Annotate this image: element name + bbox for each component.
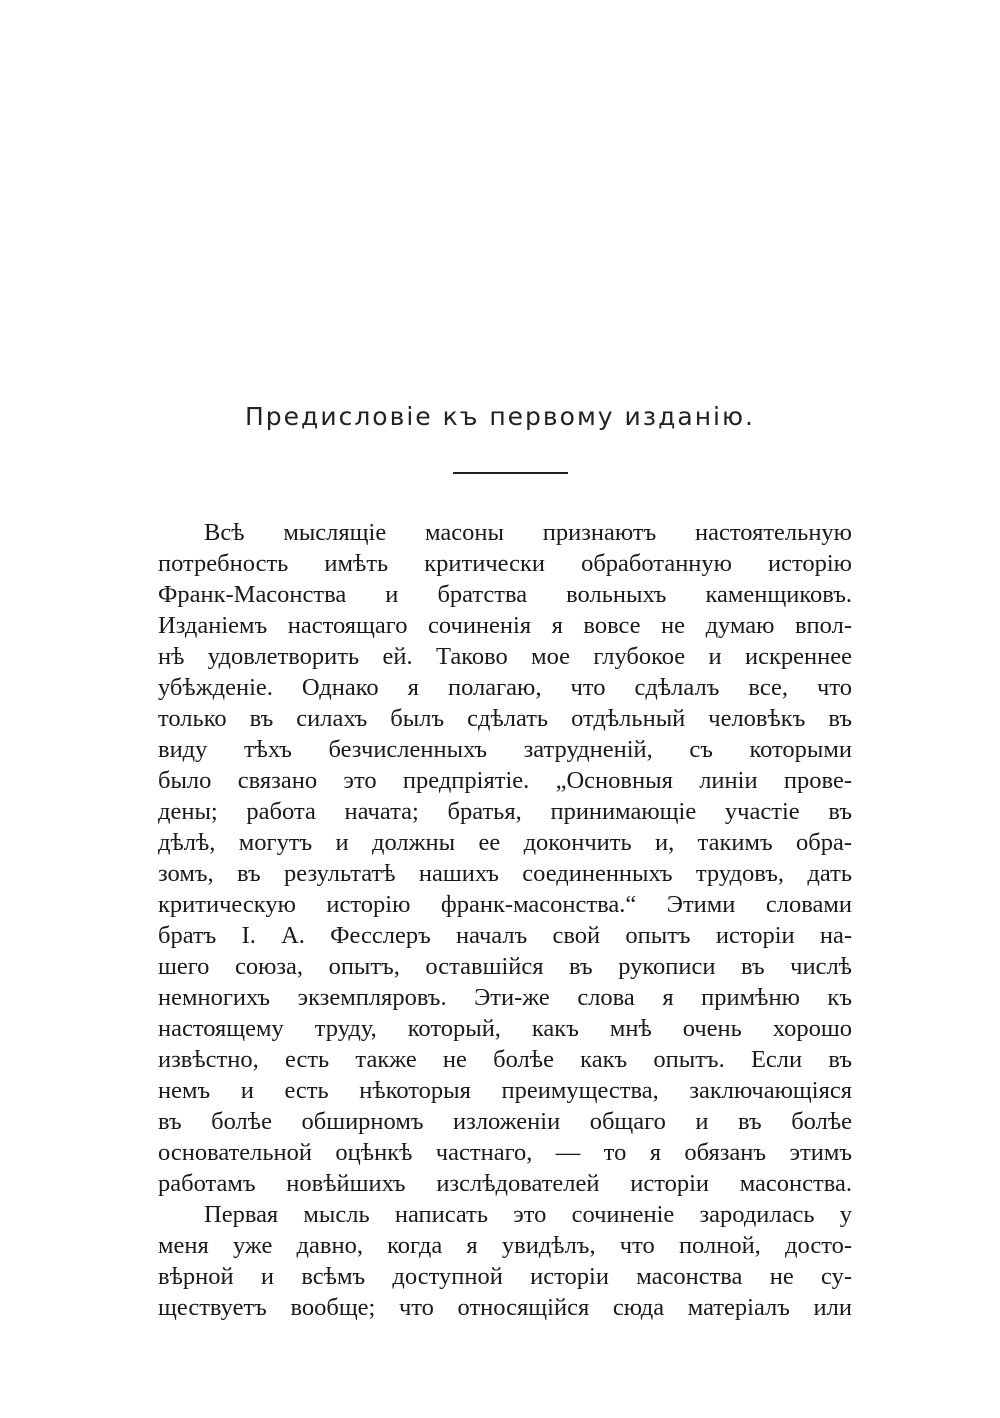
text-line: потребность имѣть критически обработанную исторію bbox=[158, 550, 852, 577]
text-line: извѣстно, есть также не болѣе какъ опытъ. Если въ bbox=[158, 1046, 852, 1073]
text-line: дѣлѣ, могутъ и должны ее докончить и, такимъ обра- bbox=[158, 829, 852, 856]
text-line: Первая мысль написать это сочиненіе зародилась у bbox=[204, 1201, 852, 1228]
text-line: критическую исторію франк-масонства.“ Этими словами bbox=[158, 891, 852, 918]
body-text bbox=[158, 517, 852, 1323]
text-line: немногихъ экземпляровъ. Эти-же слова я примѣню къ bbox=[158, 984, 852, 1011]
text-line: было связано это предпріятіе. „Основныя линіи прове- bbox=[158, 767, 852, 794]
text-line: виду тѣхъ безчисленныхъ затрудненій, съ которыми bbox=[158, 736, 852, 763]
text-line: вѣрной и всѣмъ доступной исторіи масонства не су- bbox=[158, 1263, 852, 1290]
page-title: Предисловіе къ первому изданію. bbox=[245, 402, 755, 431]
text-line: ществуетъ вообще; что относящійся сюда матеріалъ или bbox=[158, 1294, 852, 1321]
text-line: только въ силахъ былъ сдѣлать отдѣльный человѣкъ въ bbox=[158, 705, 852, 732]
text-line: настоящему труду, который, какъ мнѣ очень хорошо bbox=[158, 1015, 852, 1042]
text-line: зомъ, въ результатѣ нашихъ соединенныхъ трудовъ, дать bbox=[158, 860, 852, 887]
text-line: Всѣ мыслящіе масоны признаютъ настоятельную bbox=[204, 519, 852, 546]
text-line: въ болѣе обширномъ изложеніи общаго и въ болѣе bbox=[158, 1108, 852, 1135]
title-divider bbox=[453, 472, 568, 474]
text-line: Изданіемъ настоящаго сочиненія я вовсе не думаю впол- bbox=[158, 612, 852, 639]
text-line: нѣ удовлетворить ей. Таково мое глубокое и искреннее bbox=[158, 643, 852, 670]
text-line: основательной оцѣнкѣ частнаго, — то я обязанъ этимъ bbox=[158, 1139, 852, 1166]
text-line: немъ и есть нѣкоторыя преимущества, заключающіяся bbox=[158, 1077, 852, 1104]
text-line: братъ І. А. Фесслеръ началъ свой опытъ исторіи на- bbox=[158, 922, 852, 949]
text-line: шего союза, опытъ, оставшійся въ рукописи въ числѣ bbox=[158, 953, 852, 980]
text-line: меня уже давно, когда я увидѣлъ, что полной, досто- bbox=[158, 1232, 852, 1259]
text-line: убѣжденіе. Однако я полагаю, что сдѣлалъ все, что bbox=[158, 674, 852, 701]
text-line: Франк-Масонства и братства вольныхъ каменщиковъ. bbox=[158, 581, 852, 608]
text-line: работамъ новѣйшихъ изслѣдователей исторіи масонства. bbox=[158, 1170, 852, 1197]
text-line: дены; работа начата; братья, принимающіе участіе въ bbox=[158, 798, 852, 825]
